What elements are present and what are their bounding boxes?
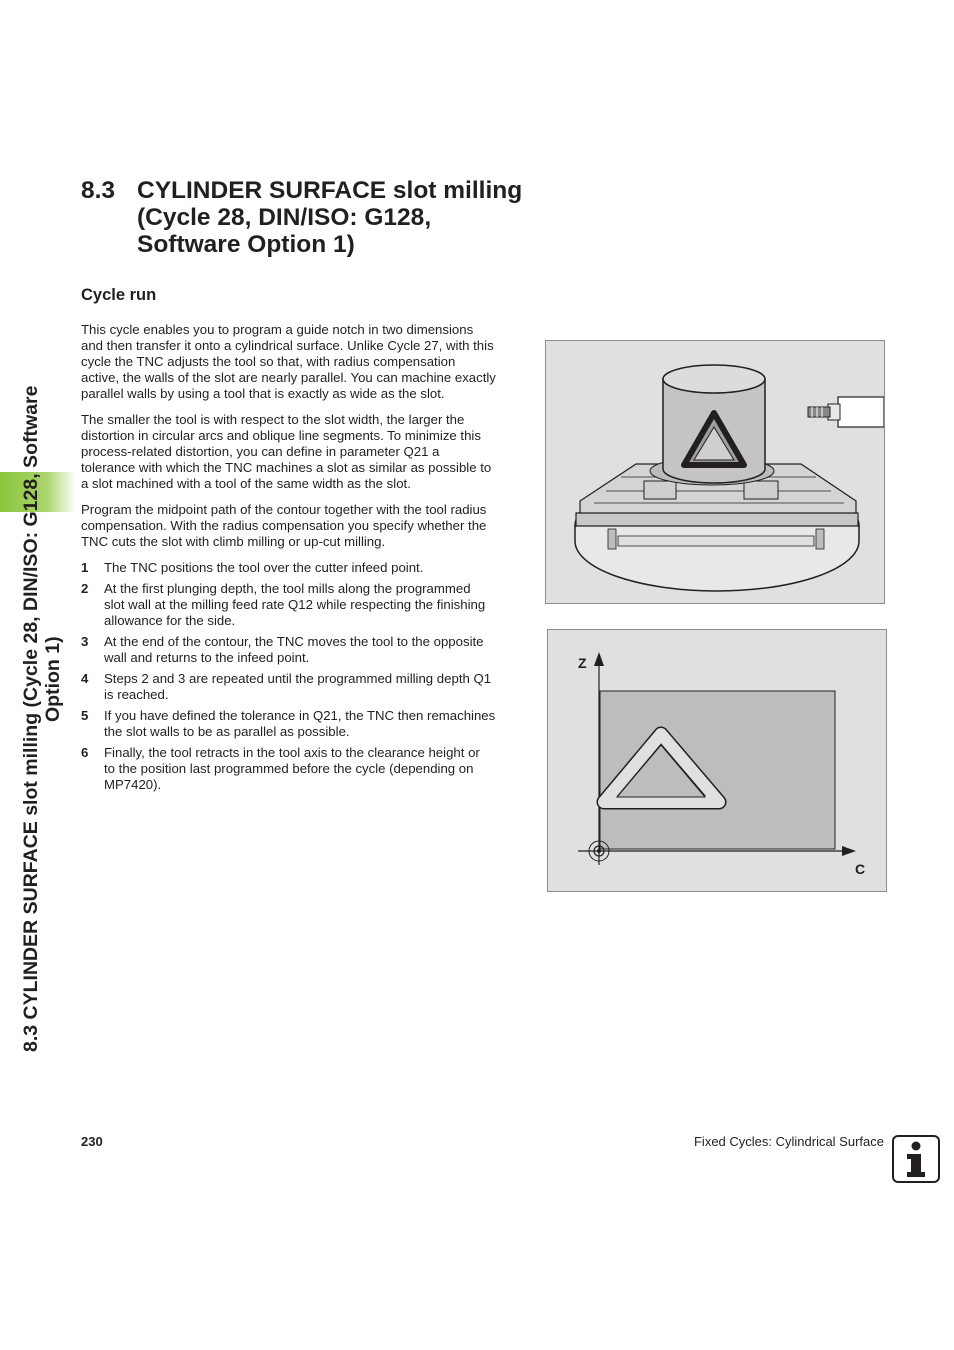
subheading-cycle-run: Cycle run bbox=[81, 286, 157, 304]
list-item: 1 The TNC positions the tool over the cutter infeed point. bbox=[81, 560, 424, 575]
list-item: 5 If you have defined the tolerance in Q21, the TNC then remachines the slot walls to be as parallel as possible. bbox=[81, 708, 496, 739]
side-running-title: 8.3 CYLINDER SURFACE slot milling (Cycle 28, DIN/ISO: G128, Software Option 1) bbox=[20, 385, 64, 1052]
step-list bbox=[81, 560, 526, 793]
body-text bbox=[81, 322, 526, 798]
cylinder-illustration bbox=[546, 341, 884, 603]
list-item: 4 Steps 2 and 3 are repeated until the programmed milling depth Q1 is reached. bbox=[81, 671, 492, 702]
page-number: 230 bbox=[81, 1134, 103, 1149]
c-axis-label: C bbox=[855, 861, 866, 877]
zc-plane-diagram bbox=[548, 630, 886, 891]
list-item: 6 Finally, the tool retracts in the tool axis to the clearance height or to the position last programmed before the cycle (depending on MP7420). bbox=[81, 745, 480, 792]
paragraph: The smaller the tool is with respect to the slot width, the larger the distortion in circular arcs and oblique line segments. To minimize this process-related distortion, you can define in parameter Q21 a tolerance with which the TNC machines a slot as similar as possible to a slot machined with a tool of the same width as the slot. bbox=[81, 412, 492, 491]
figure-developed-surface bbox=[547, 629, 887, 892]
section-title: CYLINDER SURFACE slot milling (Cycle 28, DIN/ISO: G128, Software Option 1) bbox=[137, 177, 523, 258]
footer-chapter-title: Fixed Cycles: Cylindrical Surface bbox=[693, 1134, 884, 1149]
figure-cylinder-3d bbox=[545, 340, 885, 604]
c-axis-arrow bbox=[842, 846, 856, 856]
info-icon bbox=[892, 1135, 940, 1183]
list-item: 2 At the first plunging depth, the tool mills along the programmed slot wall at the milling feed rate Q12 while respecting the finishing allowance for the side. bbox=[81, 581, 486, 628]
list-item: 3 At the end of the contour, the TNC moves the tool to the opposite wall and returns to the infeed point. bbox=[81, 634, 484, 665]
z-axis-arrow bbox=[594, 652, 604, 666]
section-number: 8.3 bbox=[81, 177, 116, 204]
paragraph: Program the midpoint path of the contour together with the tool radius compensation. With the radius compensation you specify whether the TNC cuts the slot with climb milling or up-cut milling. bbox=[81, 502, 487, 549]
paragraph: This cycle enables you to program a guide notch in two dimensions and then transfer it onto a cylindrical surface. Unlike Cycle 27, with this cycle the TNC adjusts the tool so that, with radius compensation active, the walls of the slot are nearly parallel. You can machine exactly parallel walls by using a tool that is exactly as wide as the slot. bbox=[81, 322, 496, 401]
z-axis-label: Z bbox=[578, 655, 587, 671]
